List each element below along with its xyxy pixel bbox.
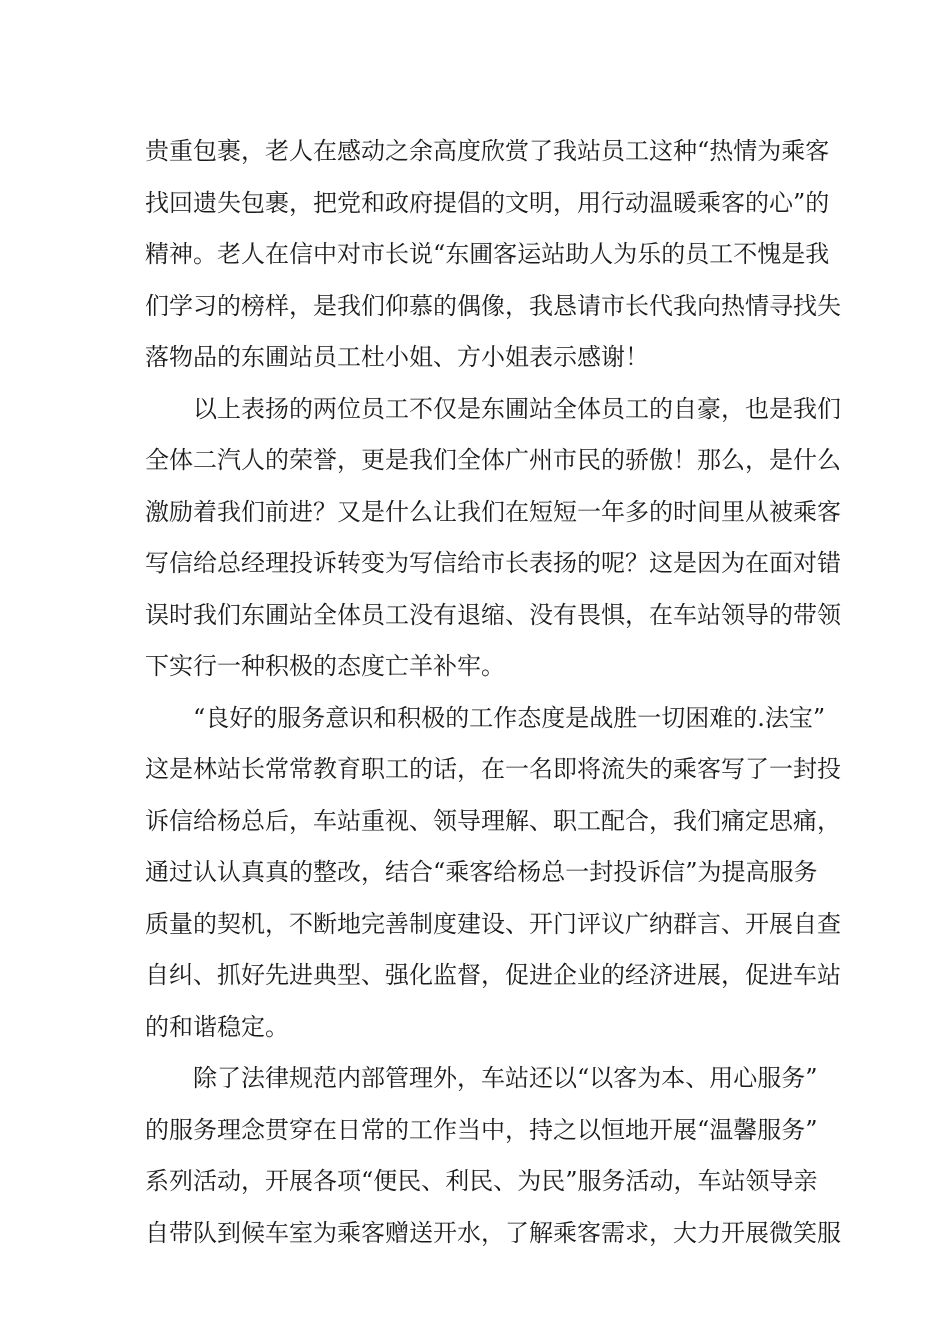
- text-line: 落物品的东圃站员工杜小姐、方小姐表示感谢！: [145, 343, 649, 371]
- text-line: 通过认认真真的整改，结合“乘客给杨总一封投诉信”为提高服务: [145, 858, 818, 886]
- text-line: 精神。老人在信中对市长说“东圃客运站助人为乐的员工不愧是我: [145, 240, 830, 268]
- body-text: [145, 126, 841, 1259]
- text-line: 这是林站长常常教育职工的话，在一名即将流失的乘客写了一封投: [145, 755, 841, 783]
- text-line: 自纠、抓好先进典型、强化监督，促进企业的经济进展，促进车站: [145, 961, 841, 989]
- paragraph-start-line: 以上表扬的两位员工不仅是东圃站全体员工的自豪，也是我们: [193, 394, 841, 423]
- text-line: 找回遗失包裹，把党和政府提倡的文明，用行动温暖乘客的心”的: [145, 188, 830, 217]
- text-line: 写信给总经理投诉转变为写信给市长表扬的呢？这是因为在面对错: [145, 549, 841, 577]
- text-line: 质量的契机，不断地完善制度建设、开门评议广纳群言、开展自查: [145, 909, 841, 938]
- text-line: 贵重包裹，老人在感动之余高度欣赏了我站员工这种“热情为乘客: [145, 137, 830, 165]
- paragraph-start-line: “良好的服务意识和积极的工作态度是战胜一切困难的.法宝”: [193, 703, 826, 732]
- text-line: 激励着我们前进？又是什么让我们在短短一年多的时间里从被乘客: [145, 497, 841, 526]
- text-line: 误时我们东圃站全体员工没有退缩、没有畏惧，在车站领导的带领: [145, 600, 841, 629]
- text-line: 系列活动，开展各项“便民、利民、为民”服务活动，车站领导亲: [145, 1167, 818, 1195]
- text-line: 全体二汽人的荣誉，更是我们全体广州市民的骄傲！那么，是什么: [145, 446, 841, 474]
- text-line: 诉信给杨总后，车站重视、领导理解、职工配合，我们痛定思痛，: [145, 806, 841, 835]
- text-line: 们学习的榜样，是我们仰慕的偶像，我恳请市长代我向热情寻找失: [145, 291, 841, 320]
- text-line: 的服务理念贯穿在日常的工作当中，持之以恒地开展“温馨服务”: [145, 1115, 818, 1144]
- paragraph-start-line: 除了法律规范内部管理外，车站还以“以客为本、用心服务”: [193, 1064, 818, 1092]
- text-line: 自带队到候车室为乘客赠送开水，了解乘客需求，大力开展微笑服: [145, 1218, 841, 1247]
- text-line: 下实行一种积极的态度亡羊补牢。: [145, 652, 505, 680]
- text-line: 的和谐稳定。: [145, 1012, 289, 1041]
